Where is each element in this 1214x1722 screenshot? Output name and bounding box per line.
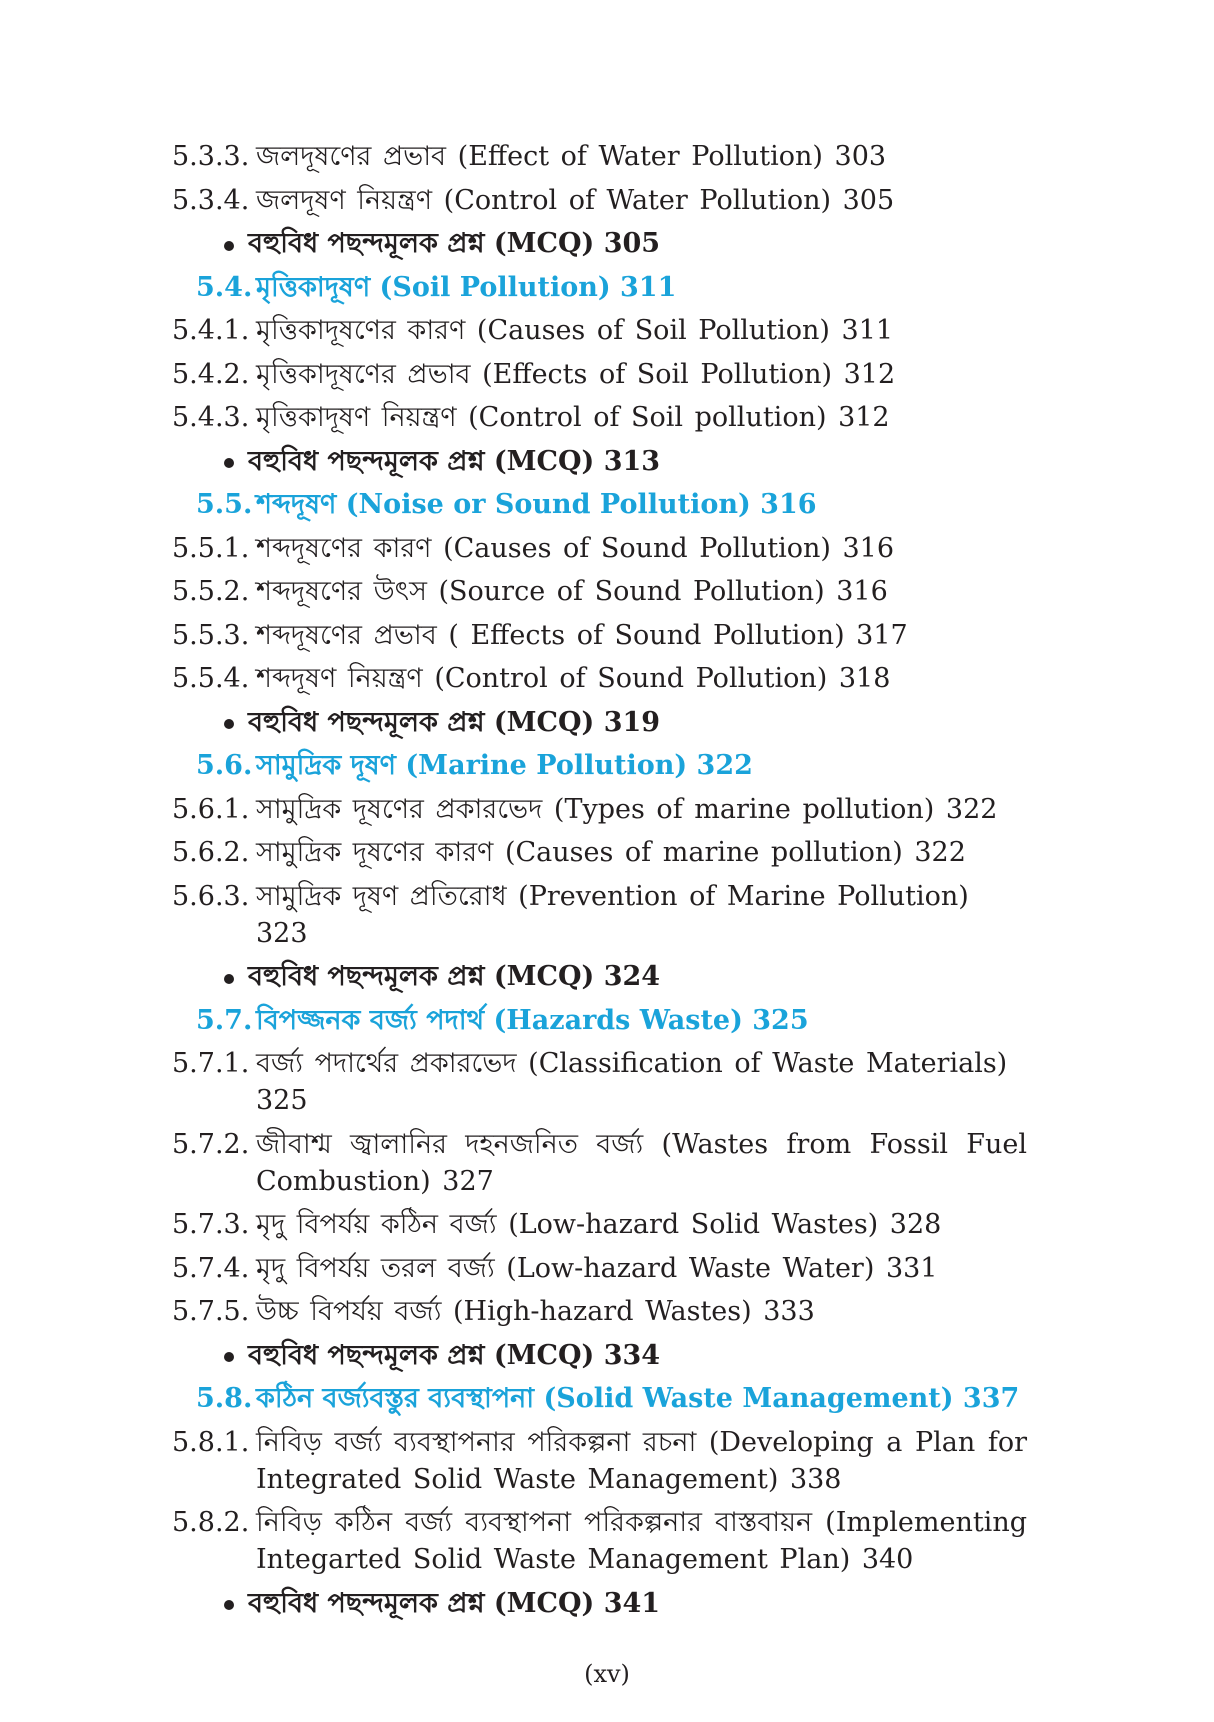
entry-number: 5.6.2. xyxy=(172,837,250,868)
bullet-icon xyxy=(224,1352,234,1362)
entry-title: মৃত্তিকাদূষণ নিয়ন্ত্রণ (Control of Soil pollution) 312 xyxy=(256,402,890,433)
page-number: (xv) xyxy=(584,1660,630,1688)
section-number: 5.8. xyxy=(196,1383,253,1414)
mcq-entry xyxy=(224,1337,1027,1374)
mcq-entry xyxy=(224,1585,1027,1622)
entry-number: 5.7.4. xyxy=(172,1252,250,1284)
mcq-title: বহুবিধ পছন্দমূলক প্রশ্ন (MCQ) 313 xyxy=(248,445,661,477)
entry-title: জলদূষণের প্রভাব (Effect of Water Pollution) 303 xyxy=(256,141,887,172)
entry-title-continued: Combustion) 327 xyxy=(256,1165,494,1197)
entry-number: 5.7.1. xyxy=(172,1048,250,1079)
mcq-entry xyxy=(224,443,1027,480)
toc-entry xyxy=(172,791,1027,828)
toc-entry xyxy=(172,399,1027,436)
mcq-title: বহুবিধ পছন্দমূলক প্রশ্ন (MCQ) 305 xyxy=(248,228,661,259)
entry-title: শব্দদূষণের কারণ (Causes of Sound Pollution) 316 xyxy=(256,532,895,564)
toc-entry xyxy=(172,660,1027,697)
entry-number: 5.7.3. xyxy=(172,1209,250,1240)
mcq-entry xyxy=(224,704,1027,741)
section-title: মৃত্তিকাদূষণ (Soil Pollution) 311 xyxy=(256,271,677,303)
entry-title: সামুদ্রিক দূষণের কারণ (Causes of marine pollution) 322 xyxy=(256,837,966,868)
section-number: 5.5. xyxy=(196,489,253,520)
entry-number: 5.7.2. xyxy=(172,1128,250,1160)
toc-entry xyxy=(172,1424,1027,1498)
toc-entry xyxy=(172,1126,1027,1200)
entry-title: উচ্চ বিপর্যয় বর্জ্য (High-hazard Wastes) 333 xyxy=(256,1296,815,1327)
section-heading xyxy=(196,269,1027,306)
toc-entry xyxy=(172,617,1027,654)
entry-title: জলদূষণ নিয়ন্ত্রণ (Control of Water Pollution) 305 xyxy=(256,184,895,216)
toc-entry xyxy=(172,1250,1027,1287)
entry-title: শব্দদূষণের উৎস (Source of Sound Pollution) 316 xyxy=(256,576,888,607)
toc-entry xyxy=(172,138,1027,175)
entry-number: 5.5.3. xyxy=(172,619,250,651)
entry-title: বর্জ্য পদার্থের প্রকারভেদ (Classification of Waste Materials) 325 xyxy=(256,1048,1008,1116)
section-heading xyxy=(196,747,1027,784)
mcq-title: বহুবিধ পছন্দমূলক প্রশ্ন (MCQ) 341 xyxy=(248,1587,661,1619)
entry-number: 5.4.3. xyxy=(172,402,250,433)
toc-entry xyxy=(172,834,1027,871)
section-heading xyxy=(196,486,1027,523)
table-of-contents xyxy=(172,138,1027,1628)
toc-entry xyxy=(172,356,1027,393)
entry-title-continued: Integrated Solid Waste Management) 338 xyxy=(256,1463,842,1495)
entry-title-continued: Integarted Solid Waste Management Plan) 340 xyxy=(256,1544,914,1575)
entry-title: মৃত্তিকাদূষণের প্রভাব (Effects of Soil Pollution) 312 xyxy=(256,358,896,390)
entry-title: সামুদ্রিক দূষণের প্রকারভেদ (Types of marine pollution) 322 xyxy=(256,793,998,825)
entry-number: 5.6.3. xyxy=(172,880,250,912)
mcq-title: বহুবিধ পছন্দমূলক প্রশ্ন (MCQ) 334 xyxy=(248,1339,661,1371)
mcq-title: বহুবিধ পছন্দমূলক প্রশ্ন (MCQ) 324 xyxy=(248,961,661,992)
entry-title: শব্দদূষণের প্রভাব ( Effects of Sound Pollution) 317 xyxy=(256,619,908,651)
entry-number: 5.8.2. xyxy=(172,1507,250,1538)
mcq-entry xyxy=(224,958,1027,995)
entry-number: 5.4.2. xyxy=(172,358,250,390)
entry-number: 5.4.1. xyxy=(172,315,250,346)
section-title: কঠিন বর্জ্যবস্তুর ব্যবস্থাপনা (Solid Waste Management) 337 xyxy=(256,1383,1020,1414)
bullet-icon xyxy=(224,458,234,468)
entry-number: 5.3.4. xyxy=(172,184,250,216)
toc-entry xyxy=(172,1045,1027,1119)
entry-title: নিবিড় কঠিন বর্জ্য ব্যবস্থাপনা পরিকল্পনার বাস্তবায়ন (Implementing xyxy=(256,1507,1027,1538)
section-number: 5.7. xyxy=(196,1004,253,1036)
section-title: সামুদ্রিক দূষণ (Marine Pollution) 322 xyxy=(256,750,753,781)
section-number: 5.4. xyxy=(196,271,253,303)
toc-entry xyxy=(172,878,1027,952)
toc-entry xyxy=(172,1206,1027,1243)
section-title: শব্দদূষণ (Noise or Sound Pollution) 316 xyxy=(256,489,817,520)
section-heading xyxy=(196,1002,1027,1039)
toc-entry xyxy=(172,182,1027,219)
entry-title: শব্দদূষণ নিয়ন্ত্রণ (Control of Sound Pollution) 318 xyxy=(256,663,891,694)
entry-number: 5.5.4. xyxy=(172,663,250,694)
section-heading xyxy=(196,1380,1027,1417)
toc-entry xyxy=(172,1293,1027,1330)
entry-number: 5.3.3. xyxy=(172,141,250,172)
bullet-icon xyxy=(224,719,234,729)
entry-number: 5.5.2. xyxy=(172,576,250,607)
toc-entry xyxy=(172,573,1027,610)
mcq-title: বহুবিধ পছন্দমূলক প্রশ্ন (MCQ) 319 xyxy=(248,706,661,738)
entry-number: 5.5.1. xyxy=(172,532,250,564)
toc-entry xyxy=(172,1504,1027,1578)
toc-entry xyxy=(172,312,1027,349)
bullet-icon xyxy=(224,1600,234,1610)
entry-title: মৃদু বিপর্যয় তরল বর্জ্য (Low-hazard Waste Water) 331 xyxy=(256,1252,938,1284)
entry-number: 5.7.5. xyxy=(172,1296,250,1327)
entry-title: সামুদ্রিক দূষণ প্রতিরোধ (Prevention of Marine Pollution) 323 xyxy=(256,880,969,949)
toc-entry xyxy=(172,530,1027,567)
mcq-entry xyxy=(224,225,1027,262)
section-title: বিপজ্জনক বর্জ্য পদার্থ (Hazards Waste) 325 xyxy=(256,1004,809,1036)
entry-title: নিবিড় বর্জ্য ব্যবস্থাপনার পরিকল্পনা রচনা (Developing a Plan for xyxy=(256,1426,1027,1458)
entry-number: 5.6.1. xyxy=(172,793,250,825)
bullet-icon xyxy=(224,241,234,251)
entry-title: জীবাশ্ম জ্বালানির দহনজনিত বর্জ্য (Wastes from Fossil Fuel xyxy=(256,1128,1027,1160)
section-number: 5.6. xyxy=(196,750,253,781)
entry-title: মৃদু বিপর্যয় কঠিন বর্জ্য (Low-hazard Solid Wastes) 328 xyxy=(256,1209,942,1240)
entry-number: 5.8.1. xyxy=(172,1426,250,1458)
bullet-icon xyxy=(224,974,234,984)
entry-title: মৃত্তিকাদূষণের কারণ (Causes of Soil Pollution) 311 xyxy=(256,315,894,346)
